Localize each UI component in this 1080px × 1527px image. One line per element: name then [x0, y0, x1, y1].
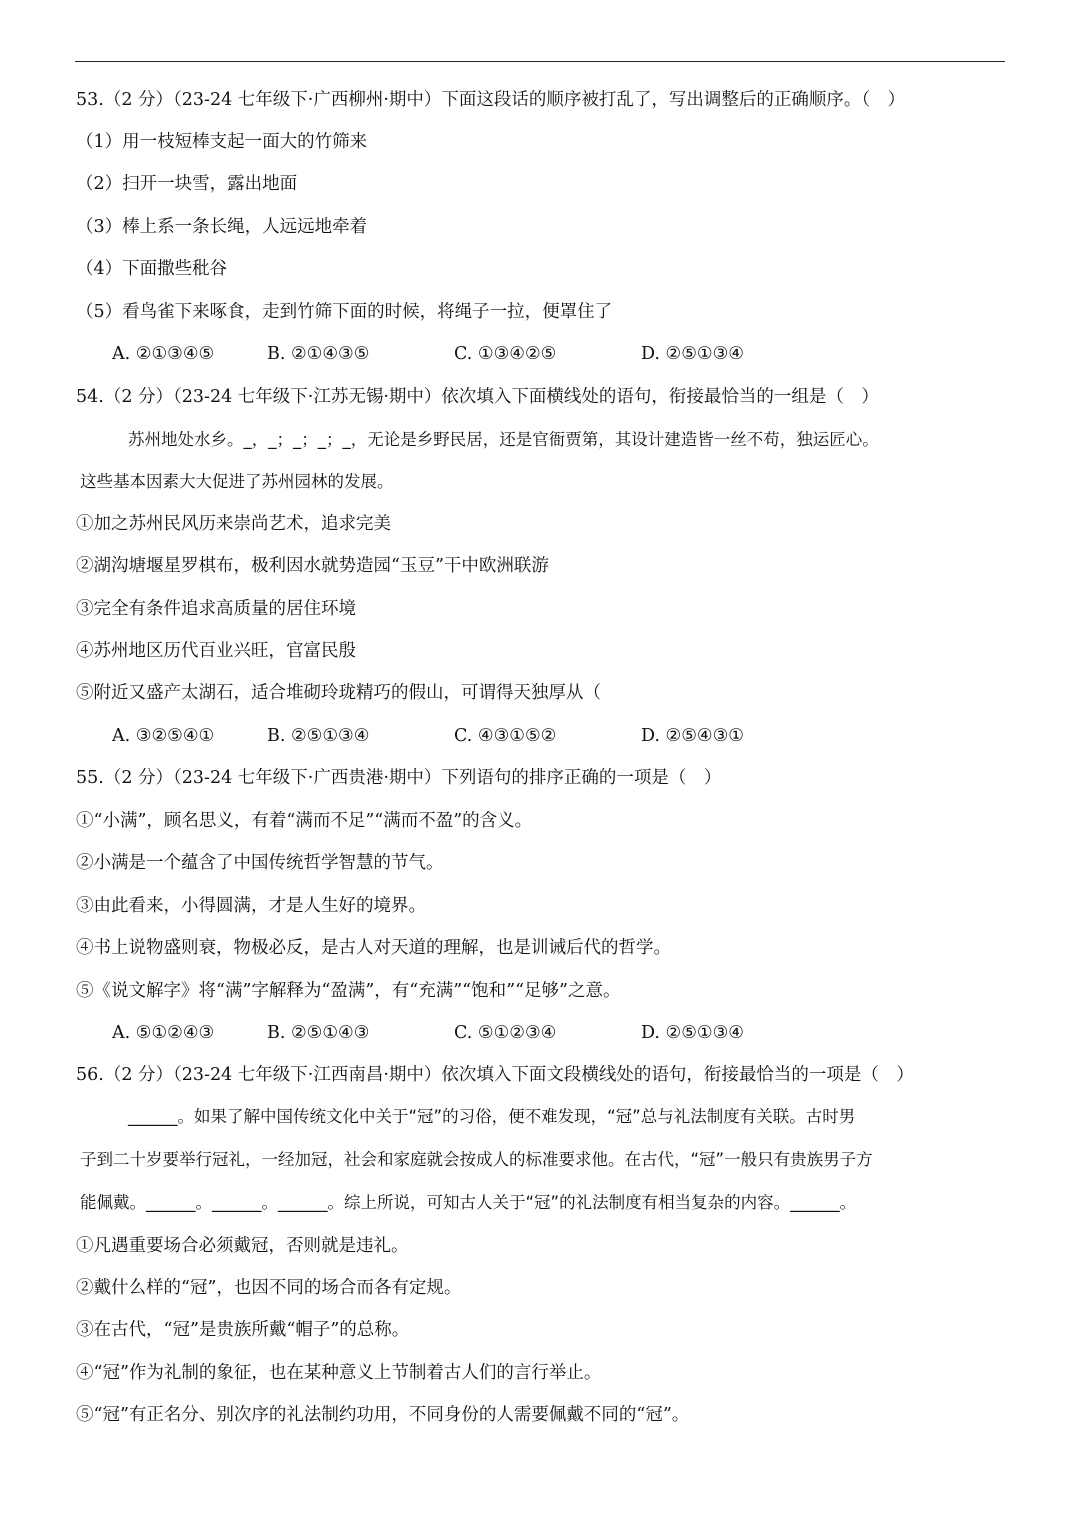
question-56-item-1: ①凡遇重要场合必须戴冠，否则就是违礼。 — [76, 1236, 409, 1256]
question-54-item-1: ①加之苏州民风历来崇尚艺术，追求完美 — [76, 514, 391, 534]
question-55-option-a: A. ⑤①②④③ — [112, 1023, 215, 1043]
question-53-item-5: （5）看鸟雀下来啄食，走到竹筛下面的时候，将绳子一拉，便罩住了 — [76, 302, 613, 322]
question-53-item-4: （4）下面撒些秕谷 — [76, 259, 228, 279]
question-54-option-d: D. ②⑤④③① — [641, 726, 744, 746]
question-54-item-5: ⑤附近又盛产太湖石，适合堆砌玲珑精巧的假山，可谓得天独厚从（ — [76, 683, 601, 703]
question-55-option-b: B. ②⑤①④③ — [267, 1023, 370, 1043]
question-53-header: 53.（2 分）（23-24 七年级下·广西柳州·期中）下面这段话的顺序被打乱了，写出调整后的正确顺序。（ ） — [76, 90, 906, 110]
question-54-item-3: ③完全有条件追求高质量的居住环境 — [76, 599, 356, 619]
question-54-header: 54.（2 分）（23-24 七年级下·江苏无锡·期中）依次填入下面横线处的语句，衔接最恰当的一组是（ ） — [76, 387, 879, 407]
question-56-item-3: ③在古代，“冠”是贵族所戴“帽子”的总称。 — [76, 1320, 410, 1340]
question-55-option-c: C. ⑤①②③④ — [454, 1023, 557, 1043]
question-53-item-3: （3）棒上系一条长绳，人远远地牵着 — [76, 217, 368, 237]
question-54-passage-line-2: 这些基本因素大大促进了苏州园林的发展。 — [80, 472, 394, 491]
question-55-item-3: ③由此看来，小得圆满，才是人生好的境界。 — [76, 896, 426, 916]
question-54-option-b: B. ②⑤①③④ — [267, 726, 370, 746]
question-54-item-2: ②湖沟塘堰星罗棋布，极利因水就势造园“玉豆”干中欧洲联游 — [76, 556, 549, 576]
question-53-option-a: A. ②①③④⑤ — [112, 344, 215, 364]
question-55-header: 55.（2 分）（23-24 七年级下·广西贵港·期中）下列语句的排序正确的一项是（ ） — [76, 768, 722, 788]
question-53-option-d: D. ②⑤①③④ — [641, 344, 744, 364]
question-56-passage-line-2: 子到二十岁要举行冠礼，一经加冠，社会和家庭就会按成人的标准要求他。在古代，“冠”一般只有贵族男子方 — [80, 1150, 873, 1169]
question-56-item-4: ④“冠”作为礼制的象征，也在某种意义上节制着古人们的言行举止。 — [76, 1363, 602, 1383]
question-56-passage-line-1: ______。如果了解中国传统文化中关于“冠”的习俗，便不难发现，“冠”总与礼法制度有关联。古时男 — [128, 1107, 856, 1126]
question-53-option-c: C. ①③④②⑤ — [454, 344, 557, 364]
question-54-item-4: ④苏州地区历代百业兴旺，官富民殷 — [76, 641, 356, 661]
question-53-option-b: B. ②①④③⑤ — [267, 344, 370, 364]
question-55-item-1: ①“小满”，顾名思义，有着“满而不足”“满而不盈”的含义。 — [76, 811, 533, 831]
question-56-passage-line-3: 能佩戴。______。______。______。综上所说，可知古人关于“冠”的礼法制度有相当复杂的内容。______。 — [80, 1193, 857, 1212]
question-56-item-2: ②戴什么样的“冠”，也因不同的场合而各有定规。 — [76, 1278, 462, 1298]
question-56-item-5: ⑤“冠”有正名分、别次序的礼法制约功用，不同身份的人需要佩戴不同的“冠”。 — [76, 1405, 690, 1425]
question-54-option-a: A. ③②⑤④① — [112, 726, 215, 746]
question-55-item-5: ⑤《说文解字》将“满”字解释为“盈满”，有“充满”“饱和”“足够”之意。 — [76, 981, 621, 1001]
question-54-passage-line-1: 苏州地处水乡。_，_；_；_；_，无论是乡野民居，还是官衙贾第，其设计建造皆一丝不苟，独运匠心。 — [128, 430, 879, 449]
question-55-item-4: ④书上说物盛则衰，物极必反，是古人对天道的理解，也是训诫后代的哲学。 — [76, 938, 671, 958]
question-55-item-2: ②小满是一个蕴含了中国传统哲学智慧的节气。 — [76, 853, 444, 873]
header-rule — [75, 61, 1005, 62]
question-56-header: 56.（2 分）（23-24 七年级下·江西南昌·期中）依次填入下面文段横线处的语句，衔接最恰当的一项是（ ） — [76, 1065, 914, 1085]
question-55-option-d: D. ②⑤①③④ — [641, 1023, 744, 1043]
question-53-item-2: （2）扫开一块雪，露出地面 — [76, 174, 298, 194]
question-53-item-1: （1）用一枝短棒支起一面大的竹筛来 — [76, 132, 368, 152]
question-54-option-c: C. ④③①⑤② — [454, 726, 557, 746]
